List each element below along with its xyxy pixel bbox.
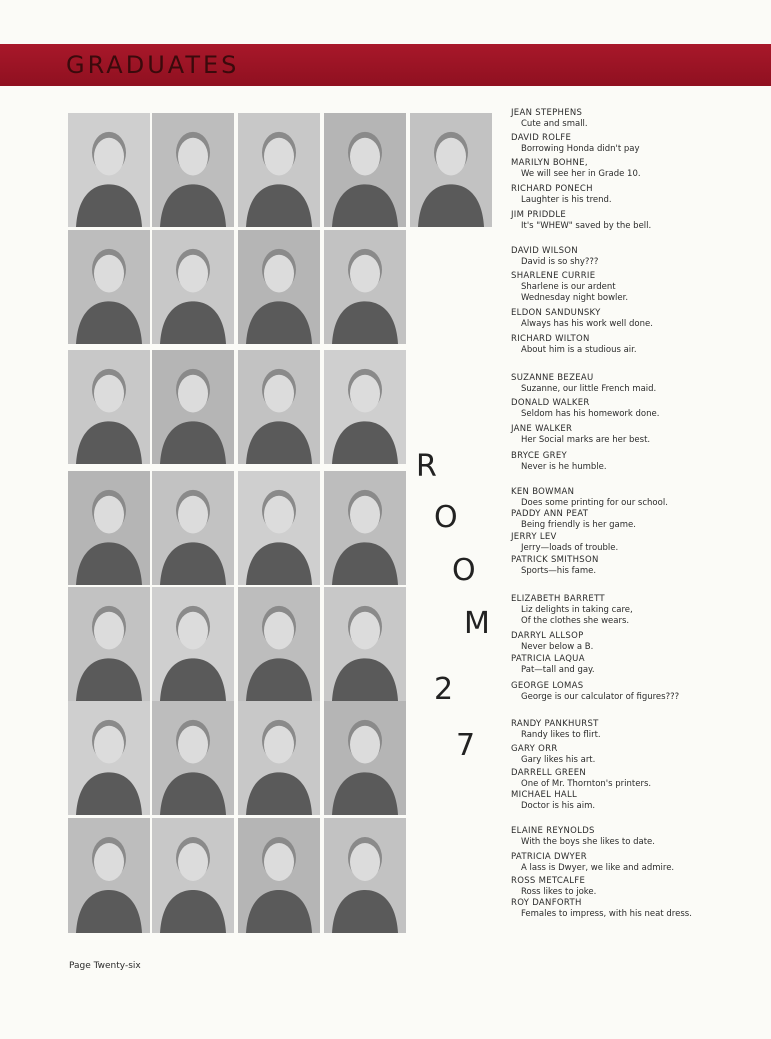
- student-caption: Liz delights in taking care,: [521, 605, 633, 615]
- student-name: DARRYL ALLSOP: [511, 631, 584, 641]
- student-entry: [511, 852, 761, 874]
- student-entry: [511, 532, 761, 554]
- portrait-photo-icon: [238, 701, 320, 815]
- student-entry: [511, 768, 761, 790]
- student-caption: It's "WHEW" saved by the bell.: [521, 221, 652, 231]
- student-name: JERRY LEV: [511, 532, 557, 542]
- portrait-photo-icon: [68, 587, 150, 701]
- portrait-photo-icon: [410, 113, 492, 227]
- student-caption: George is our calculator of figures???: [521, 692, 680, 702]
- student-entry: [511, 898, 761, 920]
- portrait-photo-icon: [324, 701, 406, 815]
- student-name: PATRICIA LAQUA: [511, 654, 585, 664]
- portrait-photo-icon: [238, 230, 320, 344]
- portrait-photo-icon: [324, 113, 406, 227]
- student-entry: [511, 210, 761, 232]
- student-name: RICHARD PONECH: [511, 184, 593, 194]
- student-name: RICHARD WILTON: [511, 334, 590, 344]
- student-name: RANDY PANKHURST: [511, 719, 599, 729]
- student-entry: [511, 509, 761, 531]
- portrait-photo-icon: [68, 818, 150, 933]
- portrait-photo-icon: [152, 471, 234, 585]
- portrait-photo-icon: [238, 113, 320, 227]
- page-number: Page Twenty-six: [69, 961, 141, 971]
- student-entry: [511, 334, 761, 356]
- page-title: GRADUATES: [66, 51, 240, 79]
- portrait-photo-icon: [324, 350, 406, 464]
- student-name: PADDY ANN PEAT: [511, 509, 589, 519]
- room-letter: R: [416, 449, 437, 484]
- portrait-photo-icon: [324, 230, 406, 344]
- student-caption: Ross likes to joke.: [521, 887, 597, 897]
- photo-grid: [68, 113, 493, 933]
- student-name: PATRICIA DWYER: [511, 852, 587, 862]
- student-name: KEN BOWMAN: [511, 487, 575, 497]
- student-name: SHARLENE CURRIE: [511, 271, 596, 281]
- student-name: MARILYN BOHNE,: [511, 158, 588, 168]
- portrait-photo-icon: [152, 818, 234, 933]
- student-caption: Cute and small.: [521, 119, 588, 129]
- student-caption: Seldom has his homework done.: [521, 409, 660, 419]
- student-name: SUZANNE BEZEAU: [511, 373, 594, 383]
- student-entry: [511, 594, 761, 627]
- portrait-photo-icon: [68, 230, 150, 344]
- student-entry: [511, 451, 761, 473]
- student-caption: Randy likes to flirt.: [521, 730, 601, 740]
- student-entry: [511, 246, 761, 268]
- student-caption: Sharlene is our ardent: [521, 282, 616, 292]
- student-entry: [511, 184, 761, 206]
- student-name: JANE WALKER: [511, 424, 573, 434]
- room-letter: 2: [434, 672, 454, 707]
- portrait-photo-icon: [68, 701, 150, 815]
- student-caption: Females to impress, with his neat dress.: [521, 909, 692, 919]
- student-caption: Jerry—loads of trouble.: [521, 543, 619, 553]
- portrait-photo-icon: [152, 230, 234, 344]
- portrait-photo-icon: [152, 350, 234, 464]
- student-entry: [511, 424, 761, 446]
- portrait-photo-icon: [238, 350, 320, 464]
- portrait-photo-icon: [68, 471, 150, 585]
- portrait-photo-icon: [152, 587, 234, 701]
- student-caption: A lass is Dwyer, we like and admire.: [521, 863, 675, 873]
- portrait-photo-icon: [324, 471, 406, 585]
- room-letter: O: [434, 500, 458, 535]
- student-name: MICHAEL HALL: [511, 790, 578, 800]
- student-entry: [511, 555, 761, 577]
- student-entry: [511, 308, 761, 330]
- student-caption: We will see her in Grade 10.: [521, 169, 641, 179]
- student-caption: Doctor is his aim.: [521, 801, 596, 811]
- student-name: GARY ORR: [511, 744, 558, 754]
- student-name: DAVID WILSON: [511, 246, 578, 256]
- student-name: PATRICK SMITHSON: [511, 555, 599, 565]
- student-name: DARRELL GREEN: [511, 768, 587, 778]
- student-entry: [511, 744, 761, 766]
- student-name: JIM PRIDDLE: [511, 210, 567, 220]
- portrait-photo-icon: [324, 587, 406, 701]
- portrait-photo-icon: [238, 818, 320, 933]
- student-caption: Her Social marks are her best.: [521, 435, 651, 445]
- portrait-photo-icon: [324, 818, 406, 933]
- student-name: ELDON SANDUNSKY: [511, 308, 601, 318]
- student-name: ELAINE REYNOLDS: [511, 826, 595, 836]
- student-caption: Laughter is his trend.: [521, 195, 612, 205]
- student-name: DONALD WALKER: [511, 398, 590, 408]
- student-name: GEORGE LOMAS: [511, 681, 584, 691]
- student-entry: [511, 876, 761, 898]
- student-name: ROSS METCALFE: [511, 876, 586, 886]
- student-entry: [511, 271, 761, 304]
- student-caption: Wednesday night bowler.: [521, 293, 629, 303]
- portrait-photo-icon: [68, 350, 150, 464]
- student-entry: [511, 826, 761, 848]
- portrait-photo-icon: [238, 587, 320, 701]
- student-caption: Borrowing Honda didn't pay: [521, 144, 640, 154]
- student-caption: With the boys she likes to date.: [521, 837, 655, 847]
- portrait-photo-icon: [68, 113, 150, 227]
- student-entry: [511, 719, 761, 741]
- student-caption: One of Mr. Thornton's printers.: [521, 779, 652, 789]
- student-entry: [511, 790, 761, 812]
- student-caption: Never is he humble.: [521, 462, 607, 472]
- student-entry: [511, 398, 761, 420]
- student-caption: Pat—tall and gay.: [521, 665, 595, 675]
- student-name: ROY DANFORTH: [511, 898, 582, 908]
- portrait-photo-icon: [152, 701, 234, 815]
- student-entry: [511, 487, 761, 509]
- student-entry: [511, 158, 761, 180]
- room-letter: 7: [456, 728, 476, 763]
- student-caption: Does some printing for our school.: [521, 498, 668, 508]
- header-band: [0, 44, 771, 86]
- student-entry: [511, 373, 761, 395]
- student-name: JEAN STEPHENS: [511, 108, 583, 118]
- student-name: ELIZABETH BARRETT: [511, 594, 605, 604]
- student-caption: David is so shy???: [521, 257, 599, 267]
- student-entry: [511, 654, 761, 676]
- student-caption: About him is a studious air.: [521, 345, 637, 355]
- student-name: DAVID ROLFE: [511, 133, 572, 143]
- portrait-photo-icon: [152, 113, 234, 227]
- student-caption: Always has his work well done.: [521, 319, 653, 329]
- student-name: BRYCE GREY: [511, 451, 567, 461]
- student-caption: Never below a B.: [521, 642, 594, 652]
- student-entry: [511, 108, 761, 130]
- student-entry: [511, 133, 761, 155]
- student-entry: [511, 681, 761, 703]
- student-caption: Sports—his fame.: [521, 566, 597, 576]
- student-entry: [511, 631, 761, 653]
- room-letter: O: [452, 553, 476, 588]
- student-caption: Suzanne, our little French maid.: [521, 384, 657, 394]
- student-caption: Being friendly is her game.: [521, 520, 636, 530]
- portrait-photo-icon: [238, 471, 320, 585]
- student-caption: Of the clothes she wears.: [521, 616, 630, 626]
- student-caption: Gary likes his art.: [521, 755, 596, 765]
- room-letter: M: [464, 606, 490, 641]
